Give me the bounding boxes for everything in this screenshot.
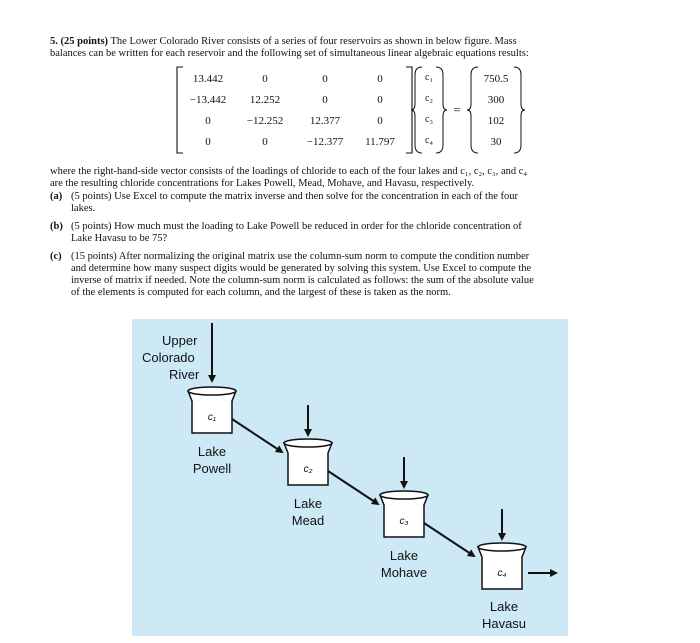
- matrix-cell: 0: [205, 136, 211, 148]
- reservoir-cup-mead: [284, 439, 332, 485]
- matrix-cell: 0: [262, 73, 268, 85]
- unknown-c2: c₂: [425, 93, 433, 104]
- reservoir-cup-havasu: [478, 543, 526, 589]
- matrix-cell: 0: [377, 73, 383, 85]
- matrix-cell: −12.252: [246, 115, 284, 127]
- intro-line-2: balances can be written for each reservoir and the following set of simultaneous linear algebraic equations results:: [50, 48, 529, 59]
- lake-mohave-label-2: Mohave: [380, 565, 428, 580]
- matrix-cell: −12.377: [306, 136, 344, 148]
- matrix-cell: 0: [205, 115, 211, 127]
- rhs-value: 102: [487, 115, 505, 127]
- part-b-line-2: Lake Havasu to be 75?: [71, 233, 168, 244]
- matrix-cell: 11.797: [365, 136, 395, 148]
- matrix-cell: 13.442: [192, 73, 224, 85]
- reservoir-figure: [132, 319, 568, 636]
- rhs-value: 300: [487, 94, 505, 106]
- matrix-cell: 0: [262, 136, 268, 148]
- part-b-line-1: (5 points) How much must the loading to Lake Powell be reduced in order for the chloride concentration of: [71, 221, 522, 232]
- flow-powell-to-mead: [232, 419, 282, 452]
- symbol-c3: c₃: [399, 516, 409, 527]
- part-b-label: (b): [50, 221, 63, 232]
- reservoir-cup-powell: [188, 387, 236, 433]
- flow-mohave-to-havasu: [424, 523, 474, 556]
- rhs-value: 30: [490, 136, 502, 148]
- part-c-label: (c): [50, 251, 62, 262]
- unknown-c4: c₄: [425, 135, 433, 146]
- symbol-c1: c₁: [207, 412, 217, 423]
- part-c-line-3: inverse of matrix if needed. Note the column-sum norm is calculated as follows: the sum of the absolute value: [71, 275, 534, 286]
- part-a-line-1: (5 points) Use Excel to compute the matrix inverse and then solve for the concentration in each of the four: [71, 191, 518, 202]
- problem-number: 5. (25 points): [50, 36, 109, 47]
- lake-mohave-label-1: Lake: [389, 548, 419, 563]
- lake-havasu-label-2: Havasu: [481, 616, 527, 631]
- river-label-line-3: River: [169, 367, 200, 382]
- lake-mead-label-2: Mead: [291, 513, 325, 528]
- flow-mead-to-mohave: [328, 471, 378, 504]
- part-a-line-2: lakes.: [71, 203, 96, 214]
- symbol-c4: c₄: [497, 568, 507, 579]
- matrix-cell: 0: [377, 94, 383, 106]
- matrix-cell: 0: [322, 73, 328, 85]
- intro-line-1: The Lower Colorado River consists of a series of four reservoirs as shown in below figure. Mass: [108, 36, 517, 47]
- matrix-cell: −13.442: [189, 94, 227, 106]
- matrix-cell: 12.252: [249, 94, 281, 106]
- river-label-line-2: Colorado: [142, 350, 195, 365]
- lake-powell-label-2: Powell: [192, 461, 232, 476]
- matrix-cell: 0: [377, 115, 383, 127]
- part-c-line-2: and determine how many suspect digits would be generated by solving this system. Use Excel to compute the: [71, 263, 532, 274]
- paragraph-line-2: are the resulting chloride concentrations for Lakes Powell, Mead, Mohave, and Havasu, respectively.: [50, 178, 475, 189]
- lake-mead-label-1: Lake: [293, 496, 323, 511]
- rhs-value: 750.5: [483, 73, 509, 85]
- lake-powell-label-1: Lake: [197, 444, 227, 459]
- lake-havasu-label-1: Lake: [489, 599, 519, 614]
- paragraph-line-1: where the right-hand-side vector consists of the loadings of chloride to each of the four lakes and c₁, c₂, c₃, and c₄: [50, 166, 528, 177]
- part-c-line-4: of the elements is computed for each column, and the largest of these is taken as the norm.: [71, 287, 451, 298]
- reservoir-cup-mohave: [380, 491, 428, 537]
- reservoir-diagram: [132, 319, 568, 636]
- part-c-line-1: (15 points) After normalizing the original matrix use the column-sum norm to compute the condition number: [71, 251, 530, 262]
- matrix-cell: 0: [322, 94, 328, 106]
- unknown-c3: c₃: [425, 114, 433, 125]
- equals-sign: =: [453, 102, 461, 117]
- unknown-c1: c₁: [425, 72, 433, 83]
- river-label-line-1: Upper: [162, 333, 198, 348]
- part-a-label: (a): [50, 191, 63, 202]
- symbol-c2: c₂: [303, 464, 313, 475]
- matrix-cell: 12.377: [309, 115, 341, 127]
